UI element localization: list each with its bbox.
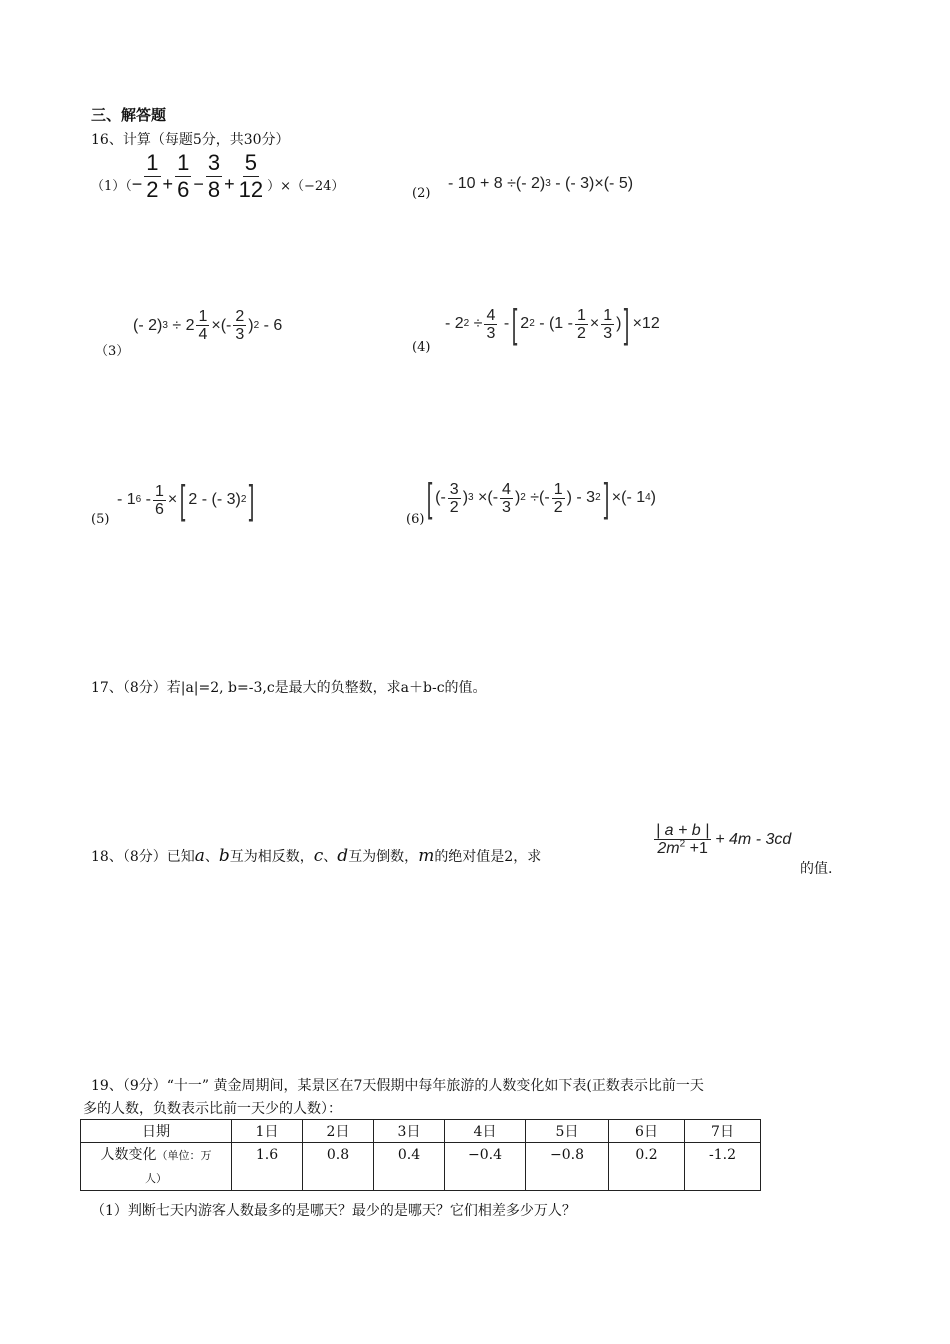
q19-line2: 多的人数，负数表示比前一天少的人数）： [83,1101,342,1117]
q16-part1: （1）（ − $\frac{1}{2}$ + $\frac{1}{6}$ − $\frac{3}{8}$ + $\frac{5}{12}$ ）×（−24） [91,150,345,202]
table-header-cell: 7日 [685,1120,761,1143]
part5-label: (5) [91,512,110,527]
table-cell: 1.6 [232,1143,303,1191]
table-header-cell: 5日 [526,1120,609,1143]
q16-part5-expr: - 1 6 - $\frac{1}{6}$ × [ 2 - (- 3) 2 ] [117,478,255,522]
table-cell: -1.2 [685,1143,761,1191]
q18-text: 18、（8分）已知 a 、 b 互为相反数， c 、 d 互为倒数， m 的绝对值是2，求 [91,846,542,866]
table-cell: −0.8 [526,1143,609,1191]
right-bracket: ] [603,476,609,520]
var-m: m [418,846,435,866]
left-bracket: [ [511,302,518,346]
q17-text: 17、（8分）若|a|=2, b=-3,c是最大的负整数，求a＋b-c的值。 [91,680,487,696]
q18-end: 的值. [800,861,833,877]
part1-label: （1）（ [91,179,132,194]
right-bracket: ] [249,478,255,522]
left-bracket: [ [426,476,433,520]
table-header-cell: 1日 [232,1120,303,1143]
table-cell: 0.4 [374,1143,445,1191]
table-header-cell: 2日 [303,1120,374,1143]
q19-line1: 19、（9分）“十一” 黄金周期间，某景区在7天假期中每年旅游的人数变化如下表(正数表示比前一天 [91,1078,704,1094]
table-cell: 0.8 [303,1143,374,1191]
table-cell: −0.4 [445,1143,526,1191]
var-b: b [218,846,230,866]
right-bracket: ] [624,302,630,346]
part2-label: (2) [412,186,431,201]
table-header-cell: 4日 [445,1120,526,1143]
part3-label: （3） [95,344,130,359]
fraction: $\frac{1}{2}$ [146,150,159,202]
table-header-cell: 6日 [609,1120,685,1143]
q16-part4-expr: - 2 2 ÷ $\frac{4}{3}$ - [ 2 2 - (1 - $\frac{1}{2}$ × $\frac{1}{3}$ ) ] ×12 [445,302,660,346]
table-header-cell: 日期 [81,1120,232,1143]
table-header-cell: 3日 [374,1120,445,1143]
row-label-cell: 人数变化（单位：万 人） [81,1143,232,1191]
var-a: a [194,846,205,866]
data-table [80,1119,761,1191]
table-row [81,1143,761,1191]
section-title: 三、解答题 [91,106,167,124]
q16-part3-expr: (- 2) 3 ÷ 2 $\frac{1}{4}$ ×(- $\frac{2}{3}$ ) 2 - 6 [133,308,283,343]
left-bracket: [ [180,478,186,522]
q16-part6-expr: [ (- $\frac{3}{2}$ ) 3 ×(- $\frac{4}{3}$ ) 2 ÷(- $\frac{1}{2}$ ) - 3 2 ] ×(- 1 4 ) [426,476,656,520]
q18-expression: $\frac{| a + b |}{2m^2 +1}$ + 4m - 3cd [656,822,792,857]
fraction: $\frac{1}{6}$ [177,150,190,202]
part6-label: (6) [406,512,425,527]
part4-label: (4) [412,340,431,355]
table-row [81,1120,761,1143]
var-d: d [337,846,349,866]
q16-part2-expr: - 10 + 8 ÷(- 2) 3 - (- 3)×(- 5) [448,175,634,192]
fraction: $\frac{5}{12}$ [238,150,264,202]
fraction: $\frac{3}{8}$ [207,150,221,202]
var-c: c [313,846,324,866]
q19-sub1: （1）判断七天内游客人数最多的是哪天？最少的是哪天？它们相差多少万人？ [91,1203,576,1219]
q16-title: 16、计算（每题5分，共30分） [91,132,290,148]
table-cell: 0.2 [609,1143,685,1191]
